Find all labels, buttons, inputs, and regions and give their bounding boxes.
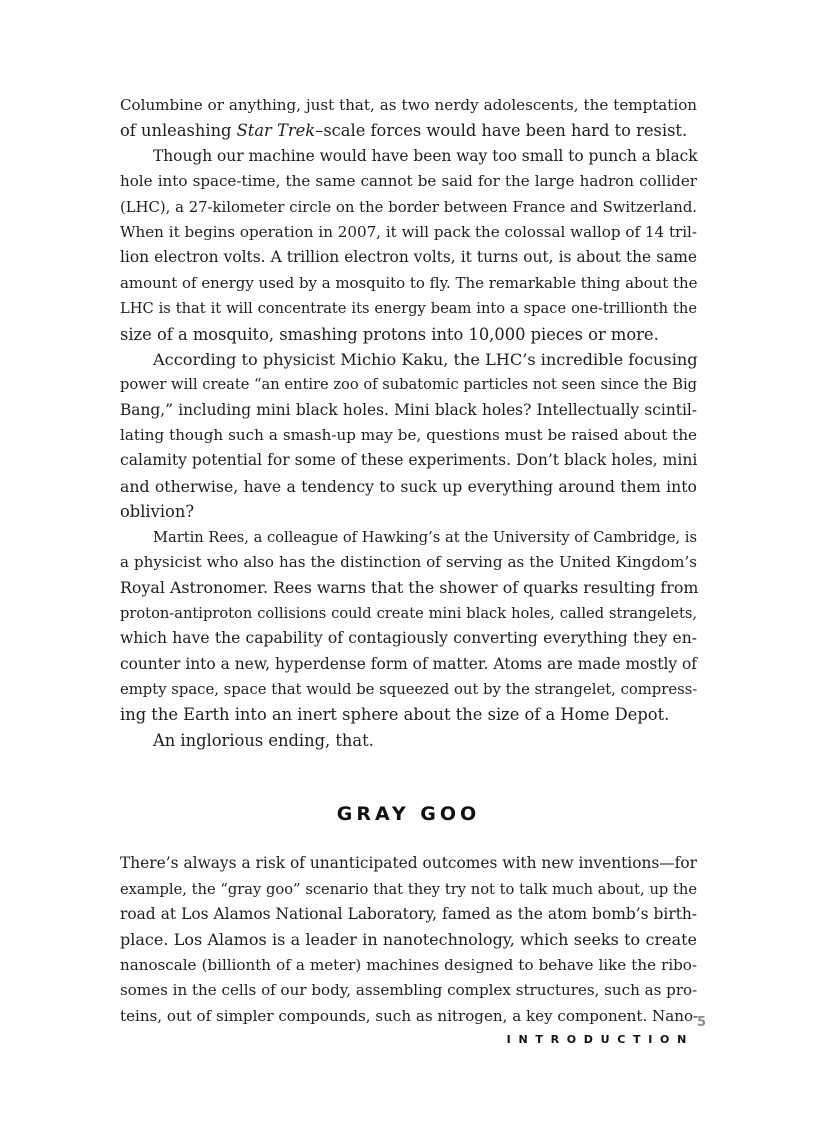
page-body xyxy=(120,93,697,1029)
text-line-segment: of unleashing xyxy=(120,121,237,141)
text-line-segment: –scale forces would have been hard to resist. xyxy=(315,121,688,141)
text-line: counter into a new, hyperdense form of matter. Atoms are made mostly of xyxy=(120,654,697,673)
text-line: oblivion? xyxy=(120,502,195,522)
text-line: Columbine or anything, just that, as two nerdy adolescents, the temptation xyxy=(120,96,697,114)
text-line: empty space, space that would be squeezed out by the strangelet, compress- xyxy=(120,680,698,698)
text-line: An inglorious ending, that. xyxy=(153,730,374,750)
text-line: Though our machine would have been way too small to punch a black xyxy=(153,146,698,165)
text-line: Royal Astronomer. Rees warns that the shower of quarks resulting from xyxy=(120,578,699,598)
text-line: example, the “gray goo” scenario that they try not to talk much about, up the xyxy=(120,880,697,898)
page-number: 5 xyxy=(696,1015,706,1030)
text-line: amount of energy used by a mosquito to fly. The remarkable thing about the xyxy=(120,273,698,292)
italic-title: Star Trek xyxy=(236,121,316,141)
text-line: size of a mosquito, smashing protons into 10,000 pieces or more. xyxy=(120,324,659,344)
text-line: nanoscale (billionth of a meter) machines designed to behave like the ribo- xyxy=(120,955,697,974)
section-label: INTRODUCTION xyxy=(506,1033,694,1046)
text-line: road at Los Alamos National Laboratory, famed as the atom bomb’s birth- xyxy=(120,904,697,923)
text-line: lating though such a smash-up may be, questions must be raised about the xyxy=(120,426,697,445)
text-line: There’s always a risk of unanticipated outcomes with new inventions—for xyxy=(120,854,697,873)
running-footer xyxy=(506,1015,706,1050)
text-line: place. Los Alamos is a leader in nanotechnology, which seeks to create xyxy=(120,930,697,950)
text-line: calamity potential for some of these experiments. Don’t black holes, mini xyxy=(120,451,698,470)
text-line: power will create “an entire zoo of subatomic particles not seen since the Big xyxy=(120,376,698,394)
text-line: lion electron volts. A trillion electron volts, it turns out, is about the same xyxy=(120,248,697,267)
text-line: teins, out of simpler compounds, such as nitrogen, a key component. Nano- xyxy=(120,1006,699,1025)
text-block-top xyxy=(120,93,697,753)
text-line xyxy=(120,118,697,143)
text-line: which have the capability of contagiously converting everything they en- xyxy=(120,629,697,648)
text-line: (LHC), a 27-kilometer circle on the border between France and Switzerland. xyxy=(120,198,697,216)
text-line: hole into space-time, the same cannot be said for the large hadron collider xyxy=(120,172,697,191)
text-line: somes in the cells of our body, assembling complex structures, such as pro- xyxy=(120,981,698,1000)
text-line: Bang,” including mini black holes. Mini black holes? Intellectually scintil- xyxy=(120,400,697,419)
text-line: ing the Earth into an inert sphere about the size of a Home Depot. xyxy=(120,705,670,725)
section-heading: GRAY GOO xyxy=(336,803,481,826)
text-line: proton-antiproton collisions could create mini black holes, called strangelets, xyxy=(120,604,697,622)
text-line: and otherwise, have a tendency to suck up everything around them into xyxy=(120,476,697,496)
text-line: Martin Rees, a colleague of Hawking’s at the University of Cambridge, is xyxy=(153,528,697,546)
text-line: According to physicist Michio Kaku, the LHC’s incredible focusing xyxy=(153,349,698,369)
text-line: When it begins operation in 2007, it will pack the colossal wallop of 14 tril- xyxy=(120,222,697,241)
text-line: a physicist who also has the distinction of serving as the United Kingdom’s xyxy=(120,553,697,572)
text-block-bottom xyxy=(120,851,697,1029)
text-line: LHC is that it will concentrate its energy beam into a space one-trillionth the xyxy=(120,300,697,318)
